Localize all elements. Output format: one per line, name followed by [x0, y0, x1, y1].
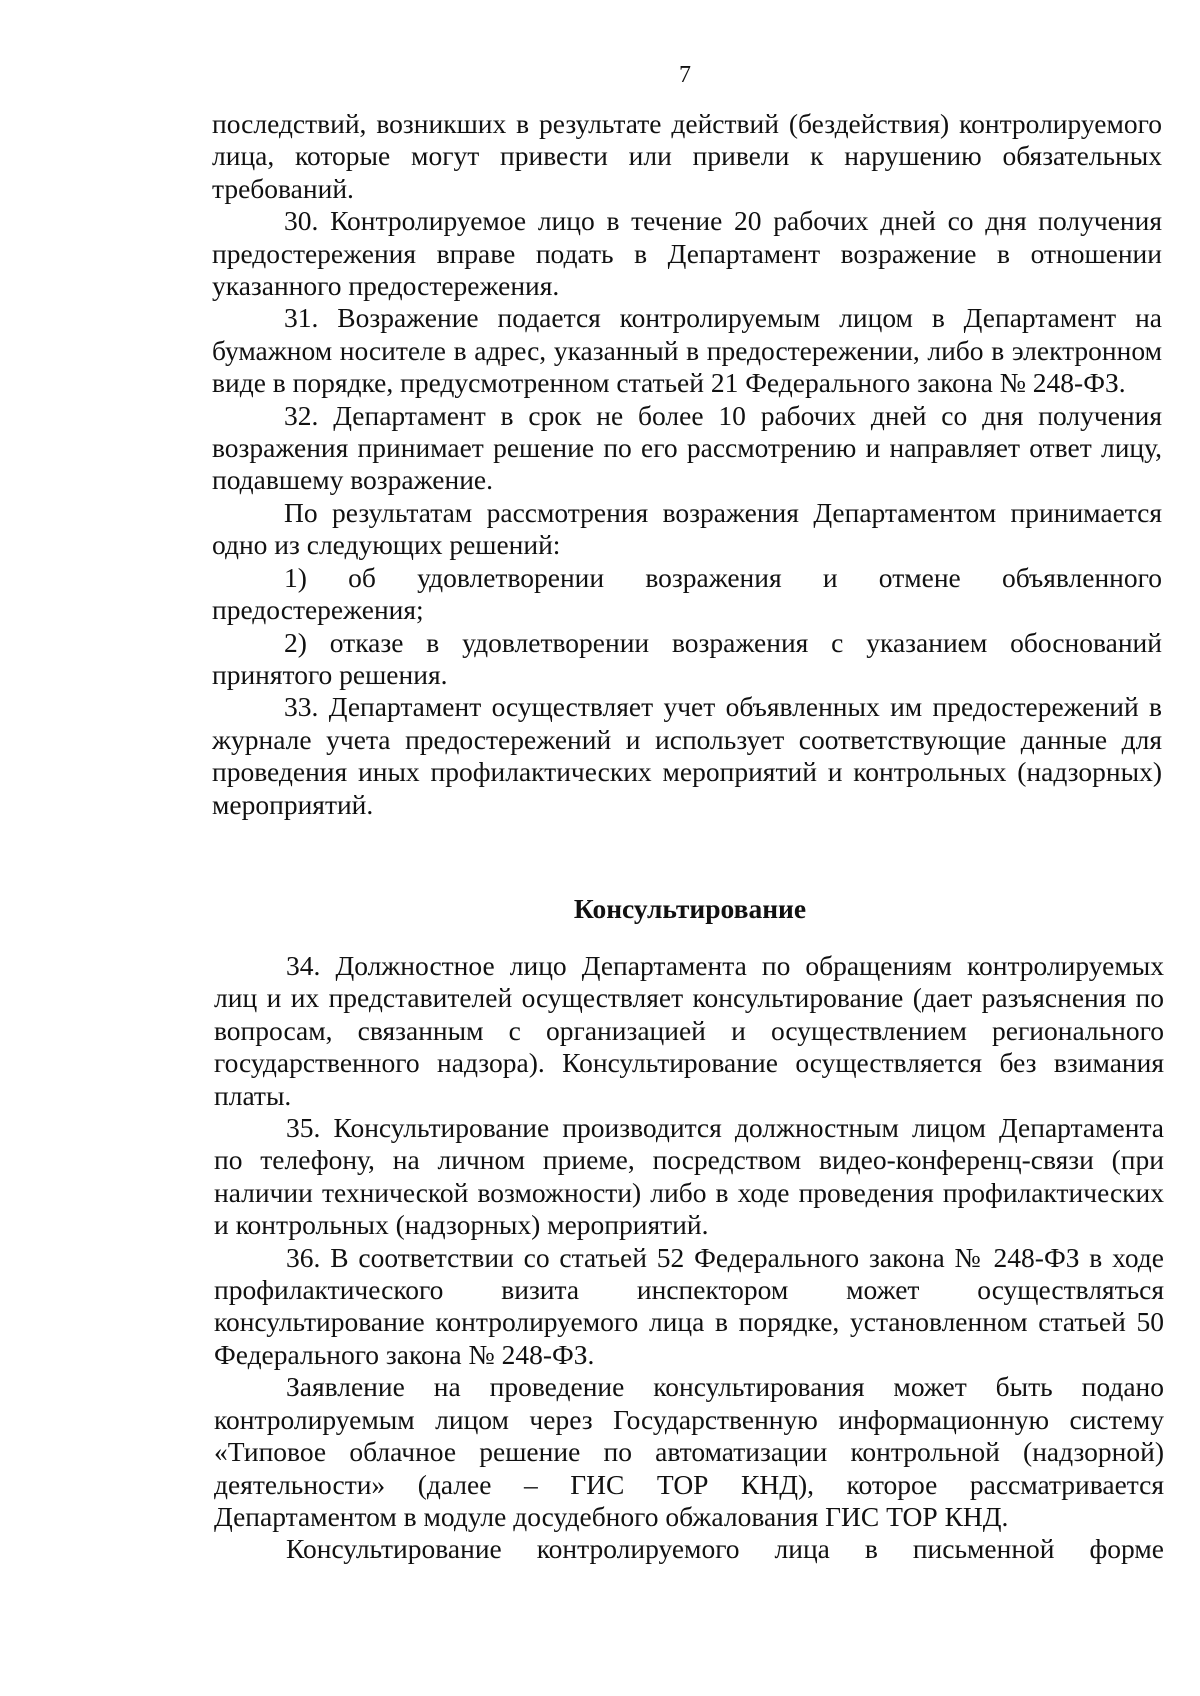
paragraph-32: 32. Департамент в срок не более 10 рабочих дней со дня получения возражения принимает решение по его рассмотрению и направляет ответ лицу, подавшему возражение.: [212, 399, 1162, 496]
paragraph-36: 36. В соответствии со статьей 52 Федерального закона № 248-ФЗ в ходе профилактического визита инспектором может осуществляться консультирование контролируемого лица в порядке, установленном статьей 50 Федерального закона № 248-ФЗ.: [214, 1241, 1164, 1370]
paragraph-continuation: последствий, возникших в результате действий (бездействия) контролируемого лица, которые могут привести или привели к нарушению обязательных требований.: [212, 108, 1162, 204]
document-body-section-2: [214, 950, 1164, 1566]
section-heading: Консультирование: [573, 893, 807, 924]
paragraph-30: 30. Контролируемое лицо в течение 20 рабочих дней со дня получения предостережения вправе подать в Департамент возражение в отношении указанного предостережения.: [212, 205, 1162, 302]
document-body-section-1: [212, 108, 1162, 821]
paragraph-decision-2: 2) отказе в удовлетворении возражения с указанием обоснований принятого решения.: [212, 626, 1162, 690]
paragraph-decision-1: 1) об удовлетворении возражения и отмене объявленного предостережения;: [212, 561, 1162, 626]
paragraph-written-consultation: Консультирование контролируемого лица в письменной форме: [286, 1533, 1164, 1565]
paragraph-33: 33. Департамент осуществляет учет объявленных им предостережений в журнале учета предостережений и использует соответствующие данные для проведения иных профилактических мероприятий и контрольных (надзорных) мероприятий.: [212, 691, 1162, 820]
paragraph-31: 31. Возражение подается контролируемым лицом в Департамент на бумажном носителе в адрес, указанный в предостережении, либо в электронном виде в порядке, предусмотренном статьей 21 Федерального закона № 248-ФЗ.: [212, 302, 1162, 399]
paragraph-decisions-intro: По результатам рассмотрения возражения Департаментом принимается одно из следующих решений:: [212, 496, 1162, 561]
page-number: 7: [679, 62, 691, 88]
paragraph-35: 35. Консультирование производится должностным лицом Департамента по телефону, на личном приеме, посредством видео-конференц-связи (при наличии технической возможности) либо в ходе проведения профилактических и контрольных (надзорных) мероприятий.: [214, 1112, 1164, 1241]
paragraph-application: Заявление на проведение консультирования может быть подано контролируемым лицом через Государственную информационную систему «Типовое облачное решение по автоматизации контрольной (надзорной) деятельности» (далее – ГИС ТОР КНД), которое рассматривается Департаментом в модуле досудебного обжалования ГИС ТОР КНД.: [214, 1371, 1164, 1532]
paragraph-34: 34. Должностное лицо Департамента по обращениям контролируемых лиц и их представителей осуществляет консультирование (дает разъяснения по вопросам, связанным с организацией и осуществлением регионального государственного надзора). Консультирование осуществляется без взимания платы.: [214, 950, 1164, 1111]
